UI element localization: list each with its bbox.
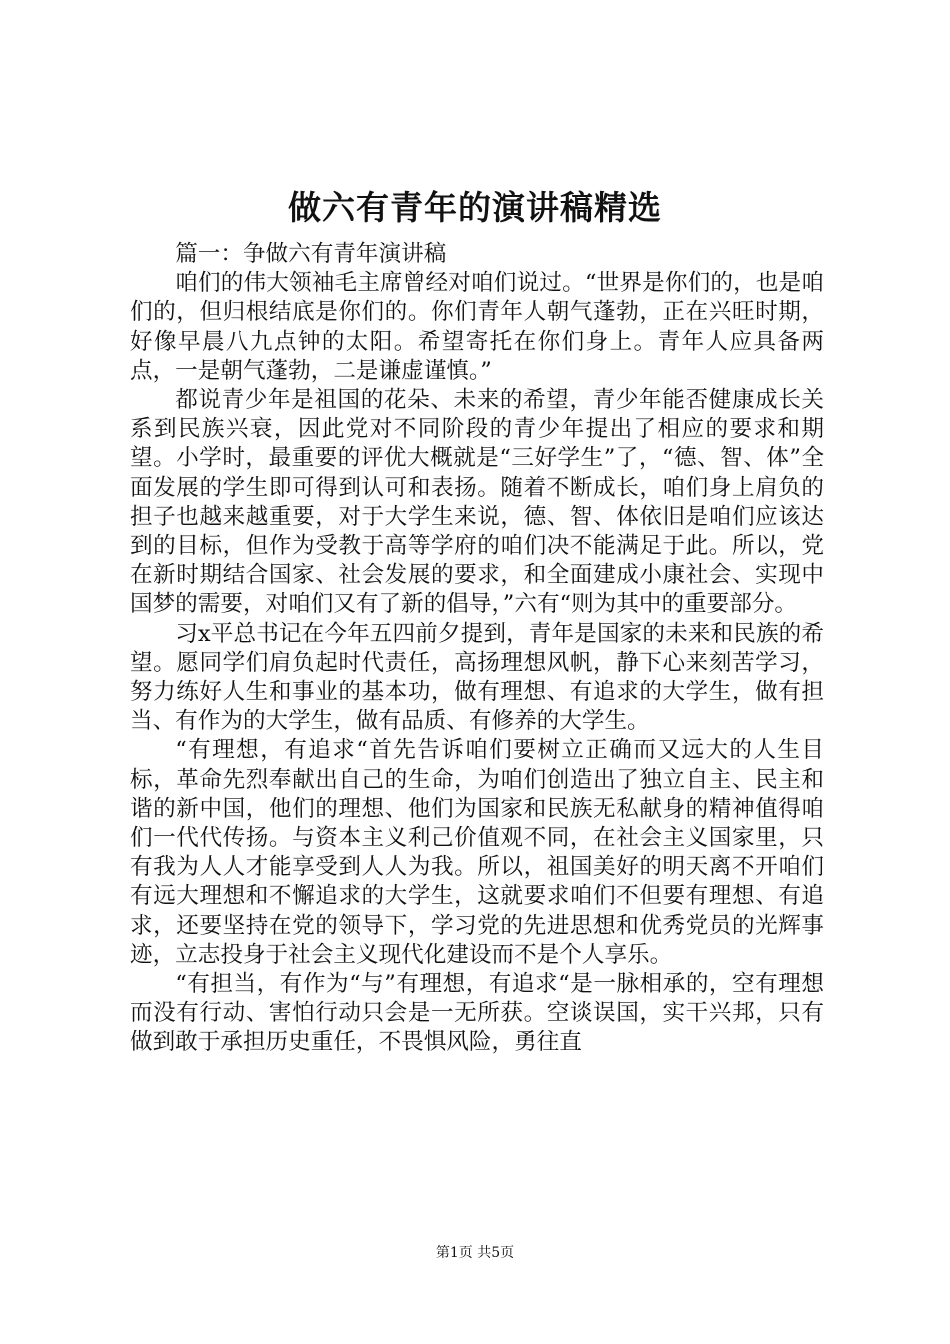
document-body [130, 240, 824, 1058]
document-title: 做六有青年的演讲稿精选 [288, 188, 662, 227]
body-paragraph: “有理想，有追求“首先告诉咱们要树立正确而又远大的人生目标，革命先烈奉献出自己的生命，为咱们创造出了独立自主、民主和谐的新中国，他们的理想、他们为国家和民族无私献身的精神值得咱们一代代传扬。与资本主义利己价值观不同，在社会主义国家里，只有我为人人才能享受到人人为我。所以，祖国美好的明天离不开咱们有远大理想和不懈追求的大学生，这就要求咱们不但要有理想、有追求，还要坚持在党的领导下，学习党的先进思想和优秀党员的光辉事迹，立志投身于社会主义现代化建设而不是个人享乐。 [130, 737, 824, 968]
page-footer: 第1页 共5页 [435, 1245, 515, 1261]
body-paragraph: 都说青少年是祖国的花朵、未来的希望，青少年能否健康成长关系到民族兴衰，因此党对不同阶段的青少年提出了相应的要求和期望。小学时，最重要的评优大概就是“三好学生”了，“德、智、体”全面发展的学生即可得到认可和表扬。随着不断成长，咱们身上肩负的担子也越来越重要，对于大学生来说，德、智、体依旧是咱们应该达到的目标，但作为受教于高等学府的咱们决不能满足于此。所以，党在新时期结合国家、社会发展的要求，和全面建成小康社会、实现中国梦的需要，对咱们又有了新的倡导，”六有“则为其中的重要部分。 [130, 387, 824, 618]
section-heading: 篇一：争做六有青年演讲稿 [175, 241, 447, 267]
body-paragraph: 习x平总书记在今年五四前夕提到，青年是国家的未来和民族的希望。愿同学们肩负起时代责任，高扬理想风帆，静下心来刻苦学习，努力练好人生和事业的基本功，做有理想、有追求的大学生，做有担当、有作为的大学生，做有品质、有修养的大学生。 [130, 620, 824, 735]
body-paragraph: “有担当，有作为“与”有理想，有追求“是一脉相承的，空有理想而没有行动、害怕行动只会是一无所获。空谈误国，实干兴邦，只有做到敢于承担历史重任，不畏惧风险，勇往直 [130, 971, 824, 1056]
body-paragraph: 咱们的伟大领袖毛主席曾经对咱们说过。“世界是你们的，也是咱们的，但归根结底是你们的。你们青年人朝气蓬勃，正在兴旺时期，好像早晨八九点钟的太阳。希望寄托在你们身上。青年人应具备两点，一是朝气蓬勃，二是谦虚谨慎。” [130, 270, 824, 384]
